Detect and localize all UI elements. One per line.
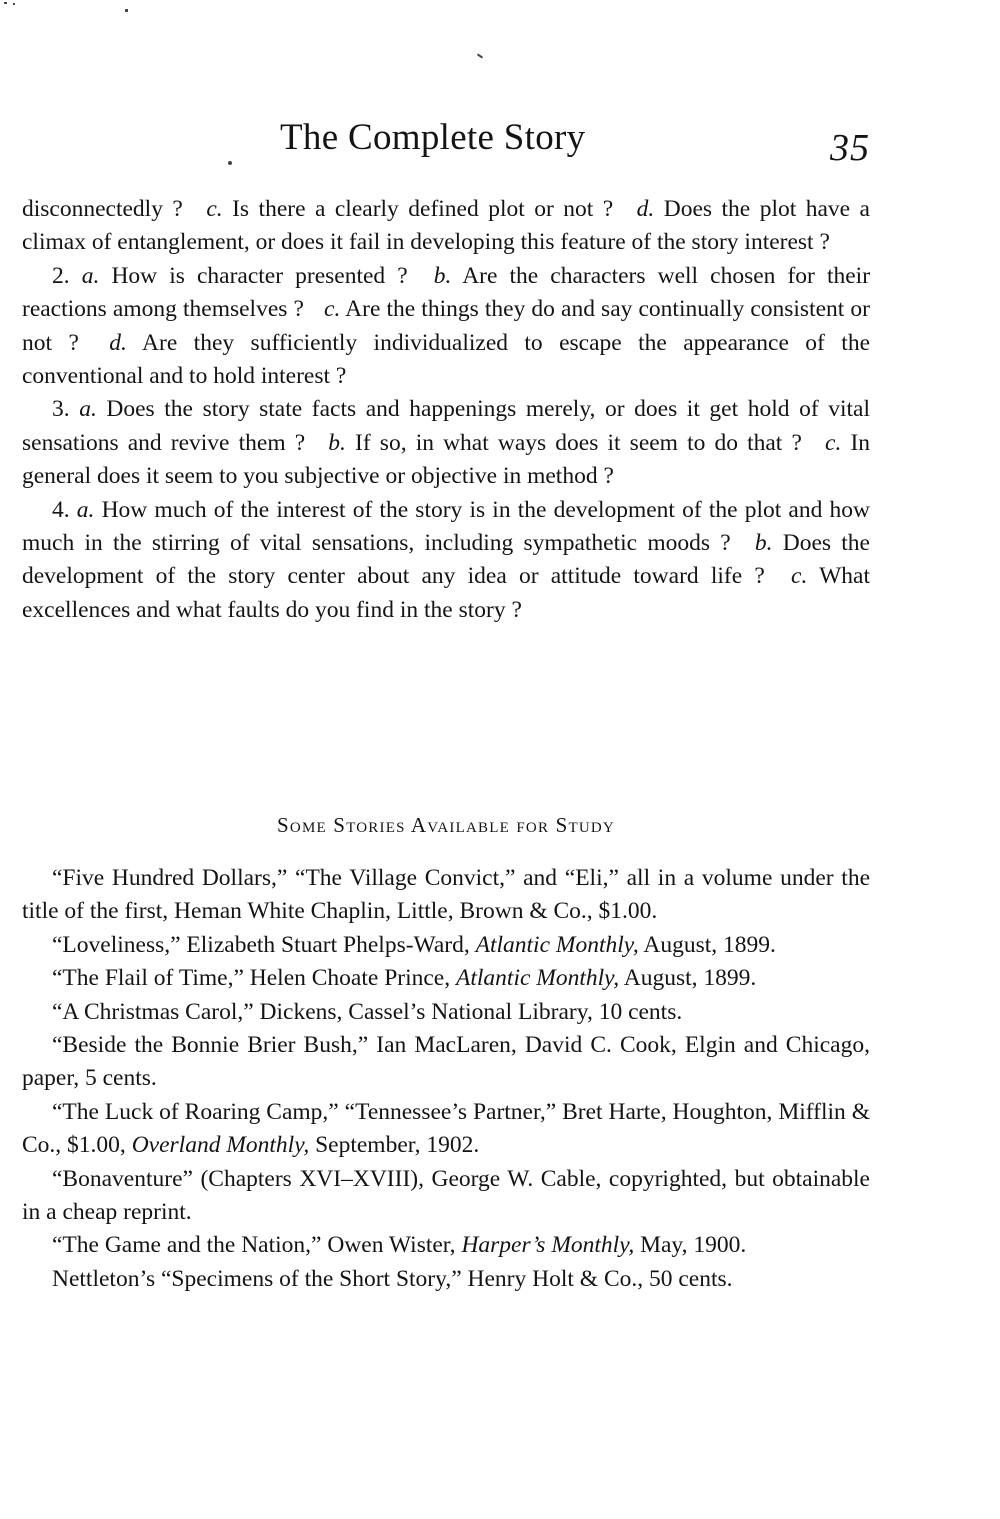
story-entry: “Five Hundred Dollars,” “The Village Convict,” and “Eli,” all in a volume under the title of the first, Heman White Chaplin, Little, Brown & Co., $1.00. — [22, 865, 870, 925]
story-entry: “The Flail of Time,” Helen Choate Prince, Atlantic Monthly, August, 1899. — [52, 965, 757, 992]
scan-speck — [477, 53, 483, 58]
story-entry: “Beside the Bonnie Brier Bush,” Ian MacLaren, David C. Cook, Elgin and Chicago, paper, 5 cents. — [22, 1032, 870, 1092]
question-4: 4. a. How much of the interest of the story is in the development of the plot and how much in the stirring of vital sensations, including sympathetic moods ? b. Does the development of the story center about any idea or attitude toward life ? c. What excellences and what faults do you find in the story ? — [22, 496, 870, 623]
story-entry: “Loveliness,” Elizabeth Stuart Phelps-Ward, Atlantic Monthly, August, 1899. — [52, 931, 776, 958]
scan-speck — [125, 9, 128, 12]
question-1-continuation: disconnectedly ? c. Is there a clearly defined plot or not ? d. Does the plot have a climax of entanglement, or does it fail in developing this feature of the story interest ? — [22, 196, 870, 256]
story-entry: Nettleton’s “Specimens of the Short Story,” Henry Holt & Co., 50 cents. — [52, 1265, 733, 1292]
question-3: 3. a. Does the story state facts and happenings merely, or does it get hold of vital sensations and revive them ? b. If so, in what ways does it seem to do that ? c. In general does it seem to you subjective or objective in method ? — [22, 396, 871, 490]
story-entry: “Bonaventure” (Chapters XVI–XVIII), George W. Cable, copyrighted, but obtainable in a cheap reprint. — [22, 1165, 870, 1226]
page-title: The Complete Story — [280, 117, 586, 158]
section-heading: Some Stories Available for Study — [277, 813, 615, 837]
story-entry: “The Luck of Roaring Camp,” “Tennessee’s Partner,” Bret Harte, Houghton, Mifflin & Co., $1.00, Overland Monthly, September, 1902. — [22, 1098, 870, 1159]
running-head — [22, 116, 870, 168]
story-entry: “The Game and the Nation,” Owen Wister, Harper’s Monthly, May, 1900. — [52, 1232, 747, 1259]
scan-speck — [13, 3, 15, 5]
page-number: 35 — [830, 127, 870, 169]
study-questions — [22, 193, 870, 627]
scan-speck — [4, 2, 7, 4]
question-2: 2. a. How is character presented ? b. Are the characters well chosen for their reactions among themselves ? c. Are the things they do and say continually consistent or not ? d. Are they sufficiently individualized to escape the appearance of the conventional and to hold interest ? — [22, 262, 871, 390]
story-list — [22, 862, 870, 1296]
story-entry: “A Christmas Carol,” Dickens, Cassel’s National Library, 10 cents. — [52, 998, 683, 1025]
